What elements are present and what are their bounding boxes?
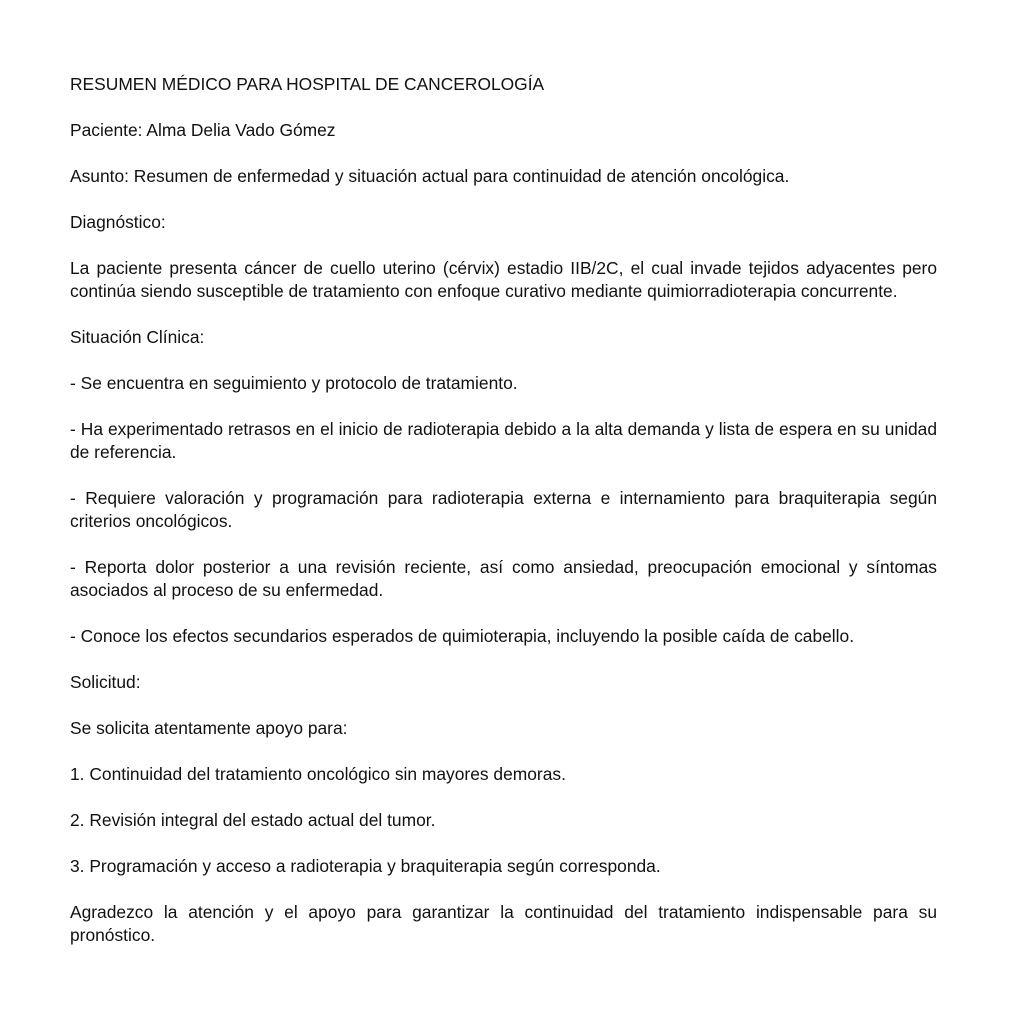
document-body [70, 73, 937, 970]
clinical-item: - Reporta dolor posterior a una revisión reciente, así como ansiedad, preocupación emocional y síntomas asociados al proceso de su enfermedad. [70, 557, 937, 600]
request-item: 3. Programación y acceso a radioterapia y braquiterapia según corresponda. [70, 856, 661, 876]
diagnosis-heading: Diagnóstico: [70, 212, 166, 232]
diagnosis-text: La paciente presenta cáncer de cuello uterino (cérvix) estadio IIB/2C, el cual invade tejidos adyacentes pero continúa siendo susceptible de tratamiento con enfoque curativo mediante quimiorradioterapia concurrente. [70, 258, 937, 301]
request-item: 2. Revisión integral del estado actual del tumor. [70, 810, 436, 830]
clinical-item: - Ha experimentado retrasos en el inicio de radioterapia debido a la alta demanda y lista de espera en su unidad de referencia. [70, 419, 937, 462]
document-title: RESUMEN MÉDICO PARA HOSPITAL DE CANCEROLOGÍA [70, 74, 545, 94]
clinical-item: - Requiere valoración y programación para radioterapia externa e internamiento para braquiterapia según criterios oncológicos. [70, 488, 937, 531]
clinical-item: - Se encuentra en seguimiento y protocolo de tratamiento. [70, 373, 518, 393]
request-intro: Se solicita atentamente apoyo para: [70, 718, 348, 738]
closing-text: Agradezco la atención y el apoyo para garantizar la continuidad del tratamiento indispensable para su pronóstico. [70, 902, 937, 945]
clinical-item: - Conoce los efectos secundarios esperados de quimioterapia, incluyendo la posible caída de cabello. [70, 626, 855, 646]
request-item: 1. Continuidad del tratamiento oncológico sin mayores demoras. [70, 764, 566, 784]
subject-line: Asunto: Resumen de enfermedad y situación actual para continuidad de atención oncológica. [70, 166, 790, 186]
clinical-heading: Situación Clínica: [70, 327, 205, 347]
patient-line: Paciente: Alma Delia Vado Gómez [70, 120, 336, 140]
request-heading: Solicitud: [70, 672, 141, 692]
